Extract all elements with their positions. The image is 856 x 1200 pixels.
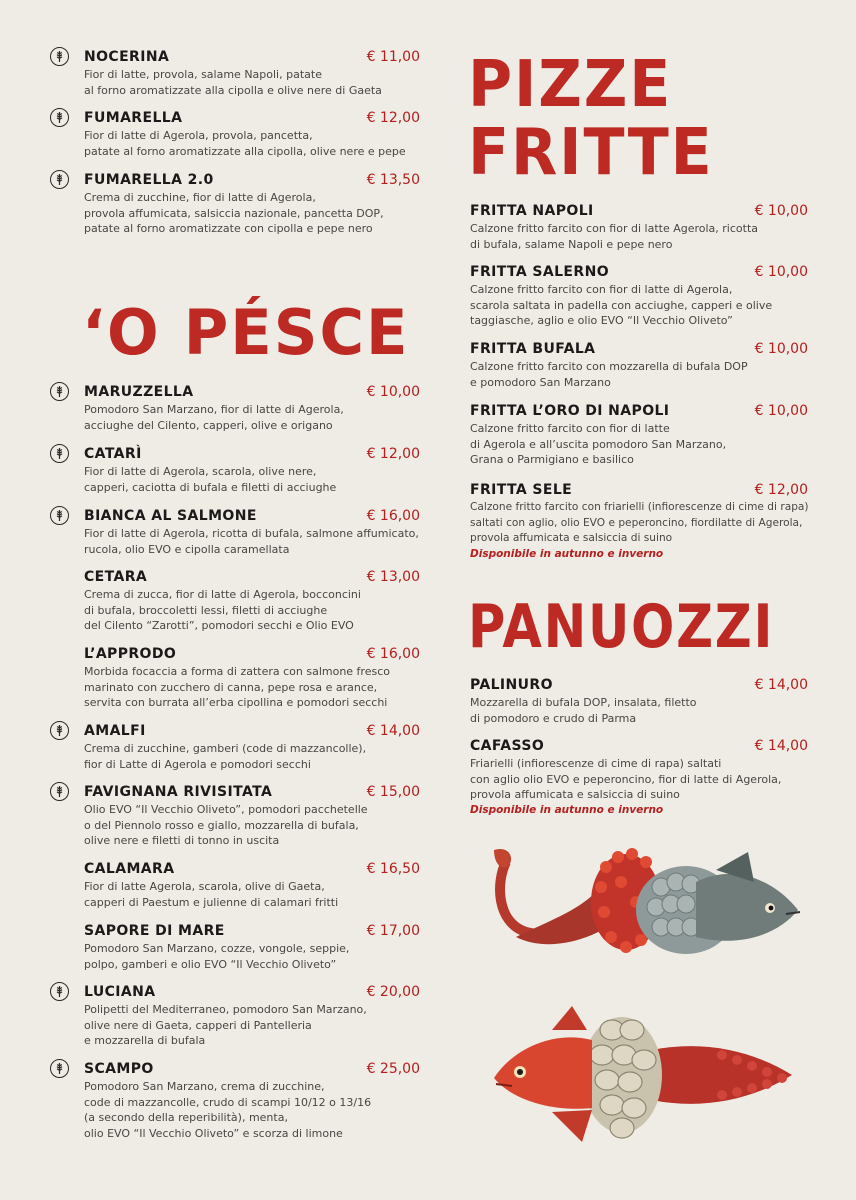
availability-note: Disponibile in autunno e inverno <box>470 803 664 816</box>
item-price: € 17,00 <box>366 923 420 939</box>
item-description: Fior di latte, provola, salame Napoli, patate al forno aromatizzate alla cipolla e olive nere di Gaeta <box>84 68 382 97</box>
item-price: € 10,00 <box>754 203 808 219</box>
item-description: Mozzarella di bufala DOP, insalata, filetto di pomodoro e crudo di Parma <box>470 696 697 725</box>
menu-item <box>50 445 422 495</box>
item-description: Friarielli (infiorescenze di cime di rapa) saltati con aglio olio EVO e peperoncino, fior di latte di Agerola, provola affumicata e salsiccia di suino <box>470 757 782 801</box>
section-title-fritte: FRITTE <box>468 116 714 190</box>
menu-item <box>50 568 422 634</box>
item-description: Calzone fritto farcito con fior di latte Agerola, ricotta di bufala, salame Napoli e pepe nero <box>470 222 759 251</box>
menu-item <box>50 109 422 159</box>
wheat-icon <box>50 982 69 1001</box>
item-description: Polipetti del Mediterraneo, pomodoro San Marzano, olive nere di Gaeta, capperi di Pantelleria e mozzarella di bufala <box>84 1003 367 1047</box>
menu-item <box>470 340 810 390</box>
fish-illustration-icon <box>492 1000 812 1150</box>
wheat-icon <box>50 47 69 66</box>
menu-item <box>50 507 422 557</box>
item-name: FRITTA BUFALA <box>470 341 596 357</box>
item-description: Olio EVO “Il Vecchio Oliveto”, pomodori pacchetelle o del Piennolo rosso e giallo, mozzarella di bufala, olive nere e filetti di tonno in uscita <box>84 803 368 847</box>
menu-item <box>470 263 810 329</box>
item-description: Crema di zucca, fior di latte di Agerola, bocconcini di bufala, broccoletti lessi, filetti di acciughe del Cilento “Zarotti”, pomodori secchi e Olio EVO <box>84 588 361 632</box>
menu-item <box>470 481 810 562</box>
item-price: € 12,00 <box>366 110 420 126</box>
wheat-icon <box>50 108 69 127</box>
item-name: BIANCA AL SALMONE <box>84 508 257 524</box>
menu-item <box>50 383 422 433</box>
wheat-icon <box>50 444 69 463</box>
availability-note: Disponibile in autunno e inverno <box>470 547 664 560</box>
item-description: Calzone fritto farcito con fior di latte di Agerola e all’uscita pomodoro San Marzano, Grana o Parmigiano e basilico <box>470 422 727 466</box>
item-name: PALINURO <box>470 677 553 693</box>
section-title-pizze: PIZZE <box>468 48 673 122</box>
item-price: € 12,00 <box>366 446 420 462</box>
item-price: € 14,00 <box>366 723 420 739</box>
item-name: FUMARELLA 2.0 <box>84 172 214 188</box>
item-description: Crema di zucchine, gamberi (code di mazzancolle), fior di Latte di Agerola e pomodori secchi <box>84 742 367 771</box>
item-name: FUMARELLA <box>84 110 183 126</box>
item-name: FRITTA SALERNO <box>470 264 609 280</box>
item-name: FRITTA SELE <box>470 482 573 498</box>
item-price: € 15,00 <box>366 784 420 800</box>
item-price: € 10,00 <box>754 264 808 280</box>
item-description: Calzone fritto farcito con friarielli (infiorescenze di cime di rapa) saltati con aglio, olio EVO e peperoncino, fiordilatte di Agerola, provola affumicata e salsiccia di suino <box>470 501 809 544</box>
item-price: € 20,00 <box>366 984 420 1000</box>
item-description: Fior di latte di Agerola, ricotta di bufala, salmone affumicato, rucola, olio EVO e cipolla caramellata <box>84 527 419 556</box>
item-description: Fior di latte di Agerola, provola, pancetta, patate al forno aromatizzate alla cipolla, olive nere e pepe <box>84 129 406 158</box>
item-name: FRITTA NAPOLI <box>470 203 594 219</box>
item-name: CAFASSO <box>470 738 545 754</box>
menu-item <box>50 983 422 1049</box>
wheat-icon <box>50 721 69 740</box>
wheat-icon <box>50 382 69 401</box>
item-name: LUCIANA <box>84 984 156 1000</box>
menu-item <box>50 171 422 237</box>
menu-item <box>50 645 422 711</box>
wheat-icon <box>50 170 69 189</box>
menu-item <box>470 737 810 818</box>
item-name: CALAMARA <box>84 861 175 877</box>
menu-item <box>470 676 810 726</box>
item-description: Morbida focaccia a forma di zattera con salmone fresco marinato con zucchero di canna, pepe rosa e arance, servita con burrata all’erba cipollina e pomodori secchi <box>84 665 390 709</box>
item-price: € 16,50 <box>366 861 420 877</box>
item-price: € 25,00 <box>366 1061 420 1077</box>
item-price: € 16,00 <box>366 508 420 524</box>
item-name: SCAMPO <box>84 1061 154 1077</box>
section-title-panuozzi: PANUOZZI <box>468 592 775 662</box>
wheat-icon <box>50 506 69 525</box>
item-price: € 10,00 <box>366 384 420 400</box>
item-price: € 14,00 <box>754 738 808 754</box>
item-name: NOCERINA <box>84 49 170 65</box>
item-description: Pomodoro San Marzano, fior di latte di Agerola, acciughe del Cilento, capperi, olive e origano <box>84 403 344 432</box>
item-price: € 10,00 <box>754 341 808 357</box>
menu-item <box>50 722 422 772</box>
menu-item <box>50 922 422 972</box>
item-name: CATARÌ <box>84 446 142 462</box>
item-description: Fior di latte di Agerola, scarola, olive nere, capperi, caciotta di bufala e filetti di acciughe <box>84 465 337 494</box>
item-price: € 11,00 <box>366 49 420 65</box>
menu-item <box>50 1060 422 1141</box>
item-description: Crema di zucchine, fior di latte di Agerola, provola affumicata, salsiccia nazionale, pancetta DOP, patate al forno aromatizzate con cipolla e pepe nero <box>84 191 384 235</box>
item-description: Pomodoro San Marzano, crema di zucchine, code di mazzancolle, crudo di scampi 10/12 o 13/16 (a secondo della reperibilità), menta, olio EVO “Il Vecchio Oliveto” e scorza di limone <box>84 1080 372 1140</box>
wheat-icon <box>50 782 69 801</box>
menu-item <box>470 202 810 252</box>
item-description: Calzone fritto farcito con fior di latte di Agerola, scarola saltata in padella con acciughe, capperi e olive taggiasche, aglio e olio EVO “Il Vecchio Oliveto” <box>470 283 773 327</box>
menu-item <box>50 48 422 98</box>
fish-illustration-icon <box>486 842 806 972</box>
item-name: CETARA <box>84 569 148 585</box>
item-price: € 12,00 <box>754 482 808 498</box>
item-name: L’APPRODO <box>84 646 177 662</box>
item-name: FRITTA L’ORO DI NAPOLI <box>470 403 670 419</box>
item-name: SAPORE DI MARE <box>84 923 225 939</box>
item-price: € 14,00 <box>754 677 808 693</box>
menu-item <box>50 860 422 910</box>
item-price: € 16,00 <box>366 646 420 662</box>
section-title-pesce: ‘O PÉSCE <box>82 296 410 369</box>
menu-item <box>50 783 422 849</box>
item-price: € 13,50 <box>366 172 420 188</box>
item-description: Pomodoro San Marzano, cozze, vongole, seppie, polpo, gamberi e olio EVO “Il Vecchio Oliveto” <box>84 942 350 971</box>
wheat-icon <box>50 1059 69 1078</box>
item-description: Calzone fritto farcito con mozzarella di bufala DOP e pomodoro San Marzano <box>470 360 748 389</box>
item-price: € 13,00 <box>366 569 420 585</box>
item-name: AMALFI <box>84 723 146 739</box>
item-price: € 10,00 <box>754 403 808 419</box>
item-description: Fior di latte Agerola, scarola, olive di Gaeta, capperi di Paestum e julienne di calamari fritti <box>84 880 339 909</box>
menu-item <box>470 402 810 468</box>
item-name: MARUZZELLA <box>84 384 194 400</box>
item-name: FAVIGNANA RIVISITATA <box>84 784 273 800</box>
